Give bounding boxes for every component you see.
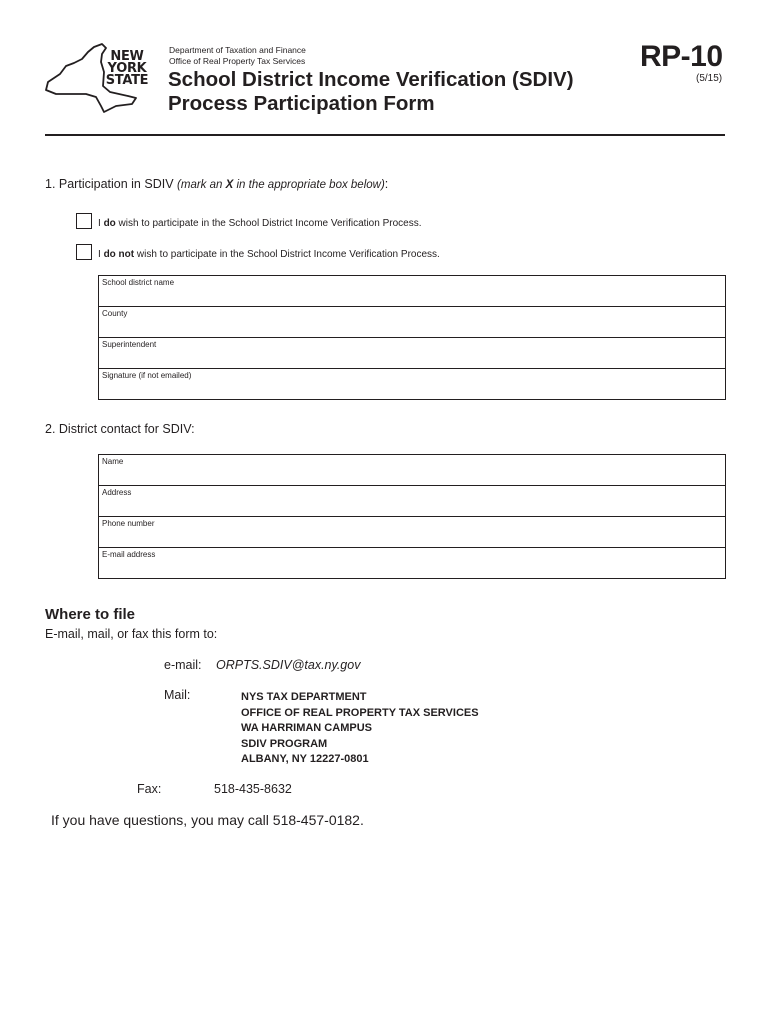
contact-address-field[interactable]: Address xyxy=(99,485,725,516)
signature-field[interactable]: Signature (if not emailed) xyxy=(99,368,725,399)
participate-option-label: I do wish to participate in the School District Income Verification Process. xyxy=(98,218,422,229)
superintendent-field[interactable]: Superintendent xyxy=(99,337,725,368)
where-to-file-subheading: E-mail, mail, or fax this form to: xyxy=(45,627,218,641)
school-district-name-field[interactable]: School district name xyxy=(102,278,175,287)
email-address-link[interactable]: ORPTS.SDIV@tax.ny.gov xyxy=(216,658,361,672)
contact-phone-field[interactable]: Phone number xyxy=(99,516,725,547)
participate-checkbox[interactable] xyxy=(76,213,92,229)
fax-label: Fax: xyxy=(137,782,162,796)
contact-name-field[interactable]: Name xyxy=(102,457,124,466)
form-title: School District Income Verification (SDIV) Process Participation Form xyxy=(168,68,574,115)
section2-heading: 2. District contact for SDIV: xyxy=(45,422,195,436)
section1-heading: 1. Participation in SDIV (mark an X in the appropriate box below): xyxy=(45,177,389,191)
county-field[interactable]: County xyxy=(99,306,725,337)
department-name: Department of Taxation and Finance Office of Real Property Tax Services xyxy=(169,45,306,66)
district-contact-fields xyxy=(98,454,726,579)
not-participate-option-label: I do not wish to participate in the School District Income Verification Process. xyxy=(98,249,440,260)
form-revision: (5/15) xyxy=(696,73,723,84)
email-label: e-mail: xyxy=(164,658,202,672)
where-to-file-heading: Where to file xyxy=(45,606,136,623)
form-number: RP-10 xyxy=(640,40,723,73)
mail-label: Mail: xyxy=(164,688,191,702)
nys-logo xyxy=(44,42,154,116)
mailing-address: NYS TAX DEPARTMENT OFFICE OF REAL PROPERTY TAX SERVICES WA HARRIMAN CAMPUS SDIV PROGRAM ALBANY, NY 12227-0801 xyxy=(241,691,479,765)
logo-wordmark: NEW YORK STATE xyxy=(105,49,149,88)
not-participate-checkbox[interactable] xyxy=(76,244,92,260)
fax-number: 518-435-8632 xyxy=(214,782,292,796)
questions-contact-text: If you have questions, you may call 518-457-0182. xyxy=(51,812,364,828)
contact-email-field[interactable]: E-mail address xyxy=(99,547,725,578)
district-info-fields xyxy=(98,275,726,400)
header-divider xyxy=(45,134,725,136)
